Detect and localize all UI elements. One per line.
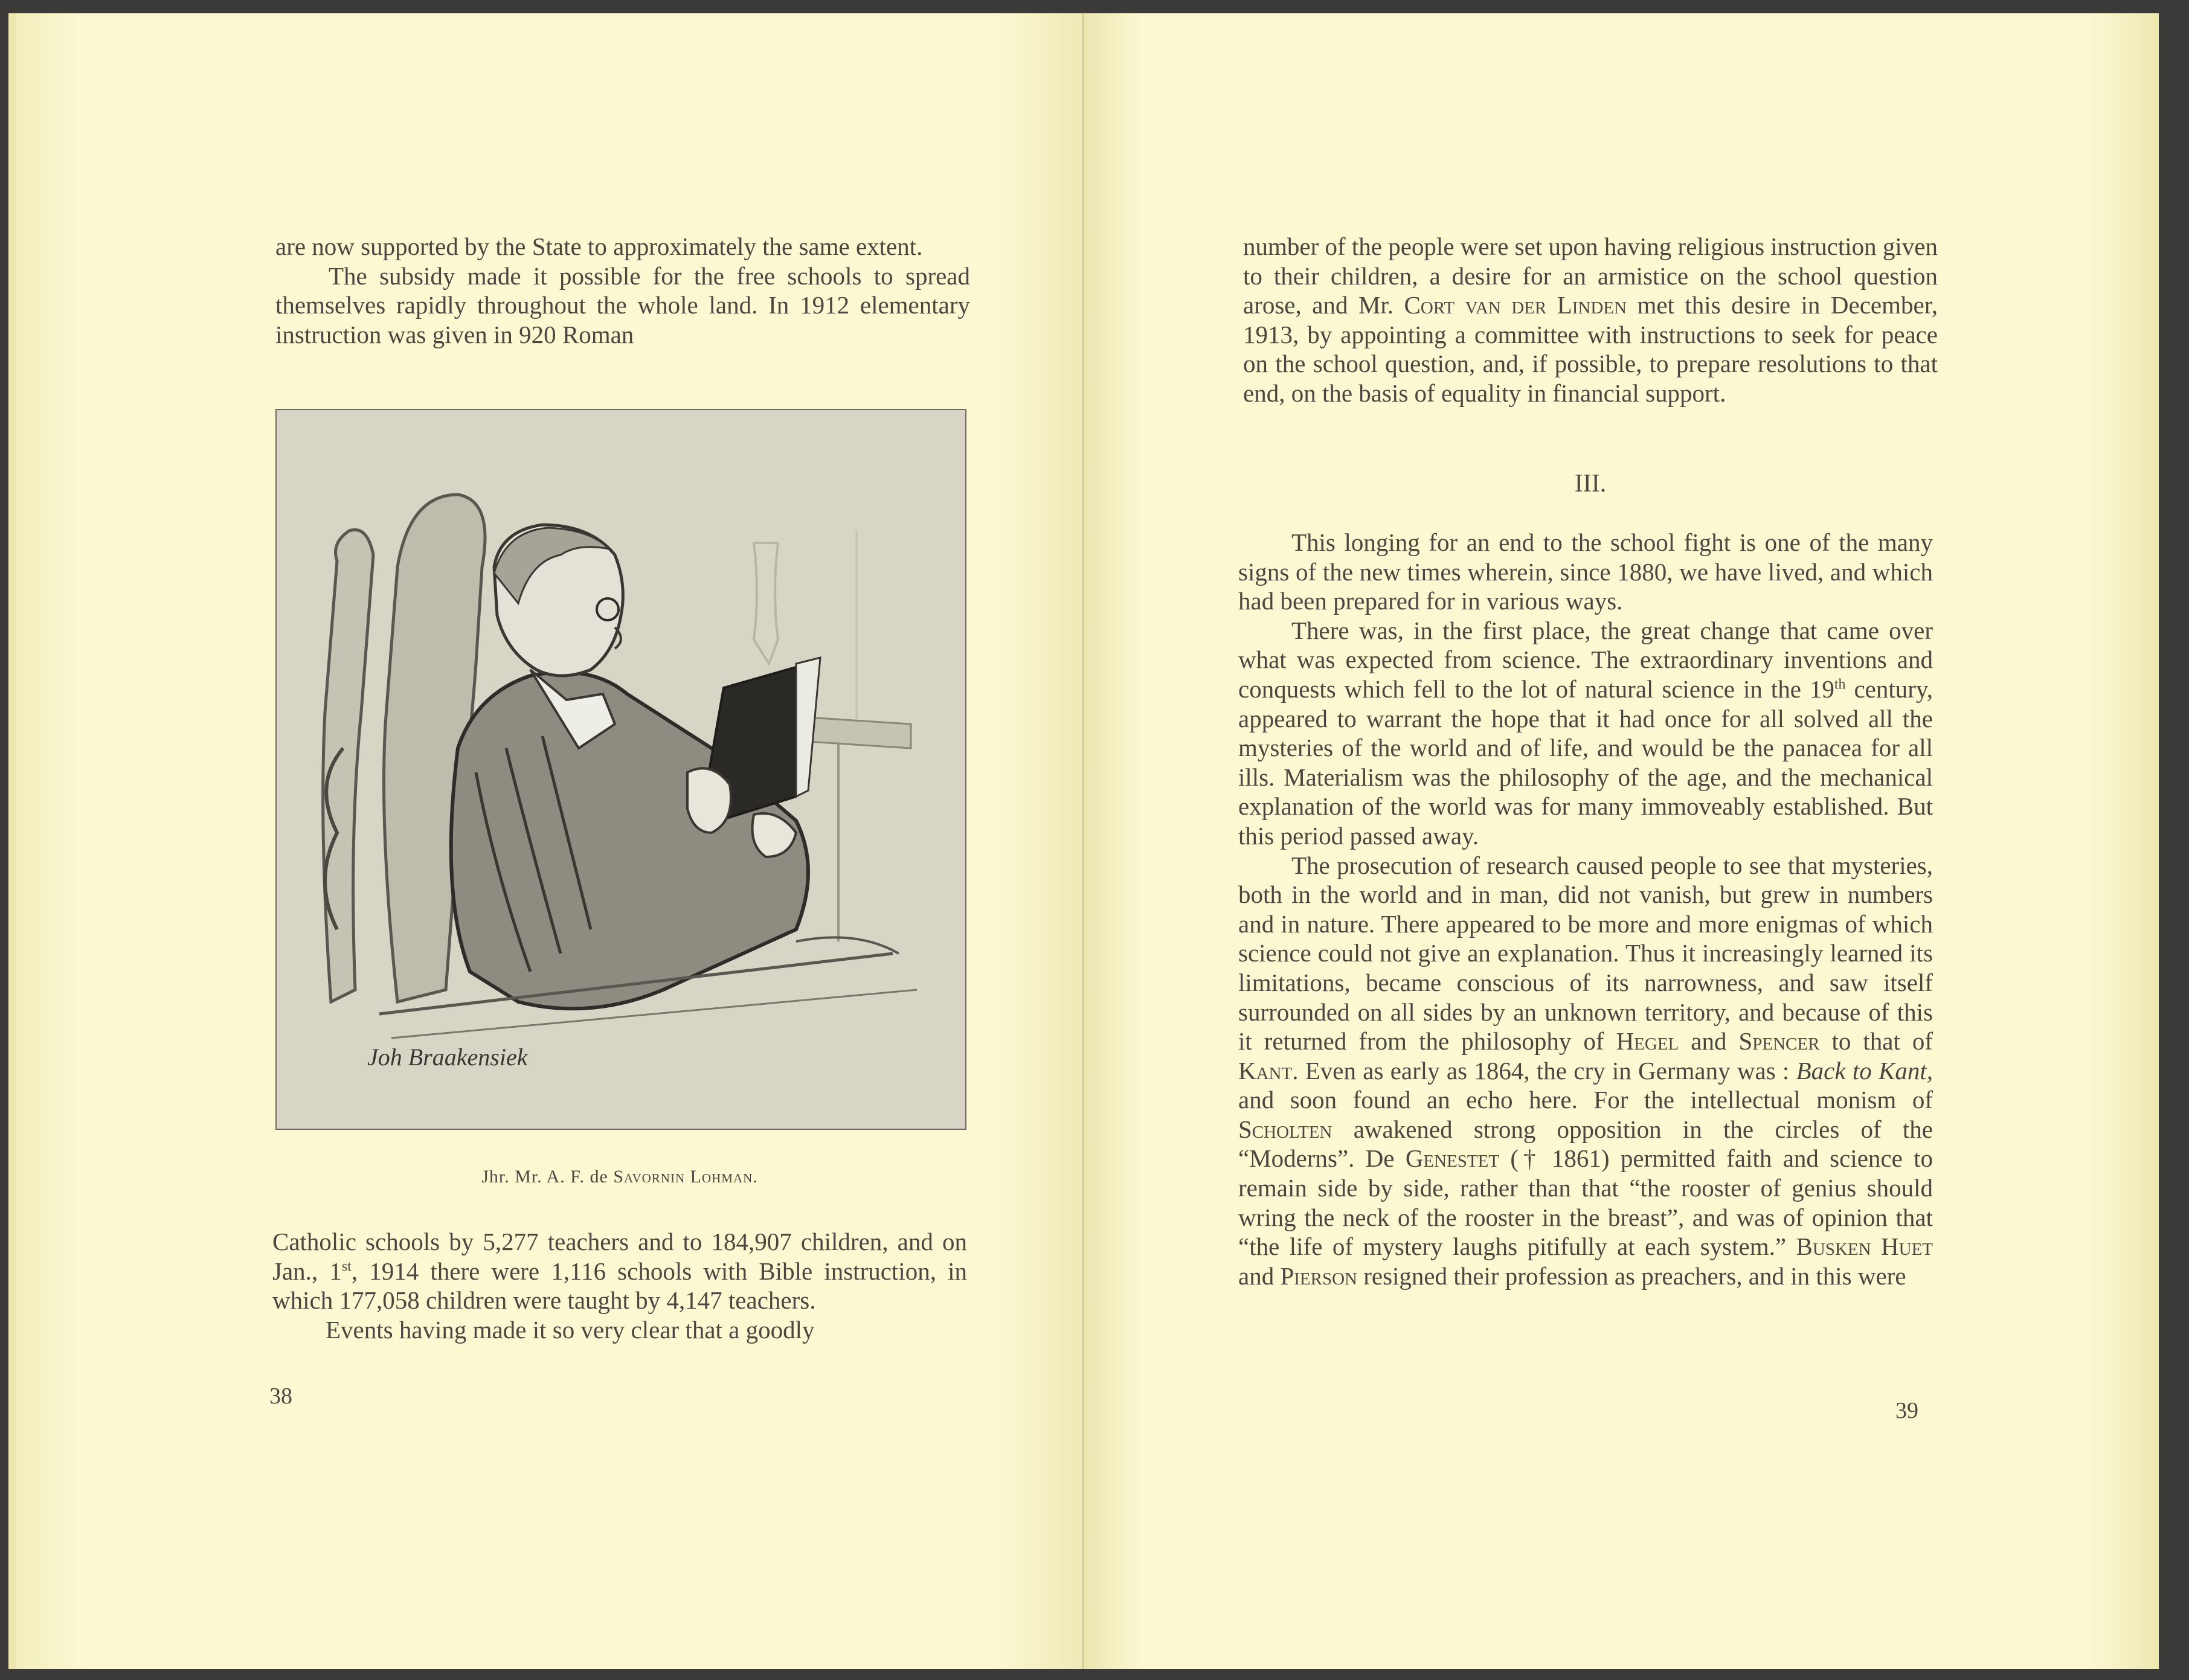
- person-name: Cort van der Linden: [1404, 291, 1627, 319]
- portrait-illustration: [275, 409, 966, 1130]
- paragraph: [1238, 851, 1933, 1291]
- paragraph: [1243, 232, 1938, 408]
- superscript: th: [1834, 676, 1846, 693]
- right-top-text: [1243, 232, 1938, 408]
- portrait-caption: [275, 1167, 964, 1187]
- section-heading: III.: [1574, 470, 1607, 498]
- text-run: resigned their profession as preachers, and in this were: [1357, 1262, 1906, 1290]
- paragraph: The subsidy made it possible for the free schools to spread themselves rapidly throughout the whole land. In 1912 elementary instruction was given in 920 Roman: [275, 261, 970, 348]
- text-run: The prosecution of research caused people to see that mysteries, both in the world and in man, did not vanish, but grew in numbers and in nature. There appeared to be more and more enigmas of which science could not give an explanation. Thus it increasingly learned its limitations, became conscious of its narrowness, and saw itself surrounded on all sides by an unknown territory, and because of this it returned from the philosophy of: [1238, 851, 1933, 1056]
- paragraph: [1238, 616, 1933, 851]
- person-name: Busken Huet: [1796, 1233, 1933, 1261]
- text-run: met this desire in December, 1913, by appointing a committee with instructions to seek for peace on the school question, and, if possible, to prepare resolutions to that end, on the basis of equality in financial support.: [1243, 291, 1938, 407]
- text-run: and: [1238, 1262, 1281, 1290]
- person-name: Pierson: [1280, 1262, 1357, 1290]
- paragraph: Events having made it so very clear that a goodly: [326, 1315, 815, 1344]
- page-number-right: 39: [1895, 1398, 1918, 1423]
- left-page: [16, 13, 1084, 1669]
- text-run: to that of: [1819, 1027, 1933, 1056]
- text-run: Catholic schools by 5,277 teachers and to 184,907 children, and on Jan., 1: [272, 1228, 967, 1285]
- text-run: († 1861) permitted faith and science to remain side by side, rather than that “the rooster of genius should wring the neck of the rooster in the breast”, and was of opinion that “the life of mystery laughs pitifully at each system.”: [1238, 1144, 1933, 1261]
- text-run: . Even as early as 1864, the cry in Germany was :: [1292, 1056, 1796, 1085]
- text-run: and: [1679, 1027, 1739, 1056]
- person-name: Hegel: [1616, 1027, 1679, 1056]
- person-name: Kant: [1238, 1056, 1293, 1085]
- italic-phrase: Back to Kant,: [1796, 1056, 1933, 1085]
- book-spread: [8, 13, 2159, 1669]
- artist-signature: Joh Braakensiek: [367, 1044, 528, 1071]
- superscript: st: [341, 1258, 352, 1274]
- page-number-left: 38: [269, 1383, 292, 1409]
- text-run: and soon found an echo here. For the intellectual monism of: [1238, 1086, 1933, 1114]
- right-page: [1087, 13, 2153, 1669]
- person-name: Genestet: [1405, 1144, 1500, 1173]
- text-run: number of the people were set upon having religious instruction given to their children, a desire for an armistice on the school question arose, and Mr.: [1243, 232, 1938, 319]
- person-name: Spencer: [1738, 1027, 1820, 1056]
- person-name: Scholten: [1238, 1115, 1332, 1143]
- portrait-drawing: [277, 410, 965, 1129]
- paragraph: [272, 1227, 967, 1315]
- caption-name: Savornin Lohman.: [613, 1167, 758, 1187]
- text-run: There was, in the first place, the great change that came over what was expected from science. The extraordinary inventions and conquests which fell to the lot of natural science in the 19: [1238, 616, 1933, 703]
- paragraph: This longing for an end to the school fight is one of the many signs of the new times wherein, since 1880, we have lived, and which had been prepared for in various ways.: [1238, 528, 1933, 615]
- left-top-text: [275, 232, 970, 349]
- text-run: century, appeared to warrant the hope that it had once for all solved all the mysteries of the world and of life, and would be the panacea for all ills. Materialism was the philosophy of the age, and the mechanical explanation of the world was for many immoveably established. But this period passed away.: [1238, 675, 1933, 850]
- text-run: , 1914 there were 1,116 schools with Bible instruction, in which 177,058 children were taught by 4,147 teachers.: [272, 1257, 967, 1315]
- caption-prefix: Jhr. Mr. A. F. de: [481, 1167, 614, 1187]
- text-run: awakened strong opposition in the circles of the “Moderns”. De: [1238, 1115, 1933, 1173]
- left-bottom-text: [272, 1227, 967, 1344]
- right-main-text: [1238, 528, 1933, 1290]
- paragraph: are now supported by the State to approximately the same extent.: [275, 232, 923, 260]
